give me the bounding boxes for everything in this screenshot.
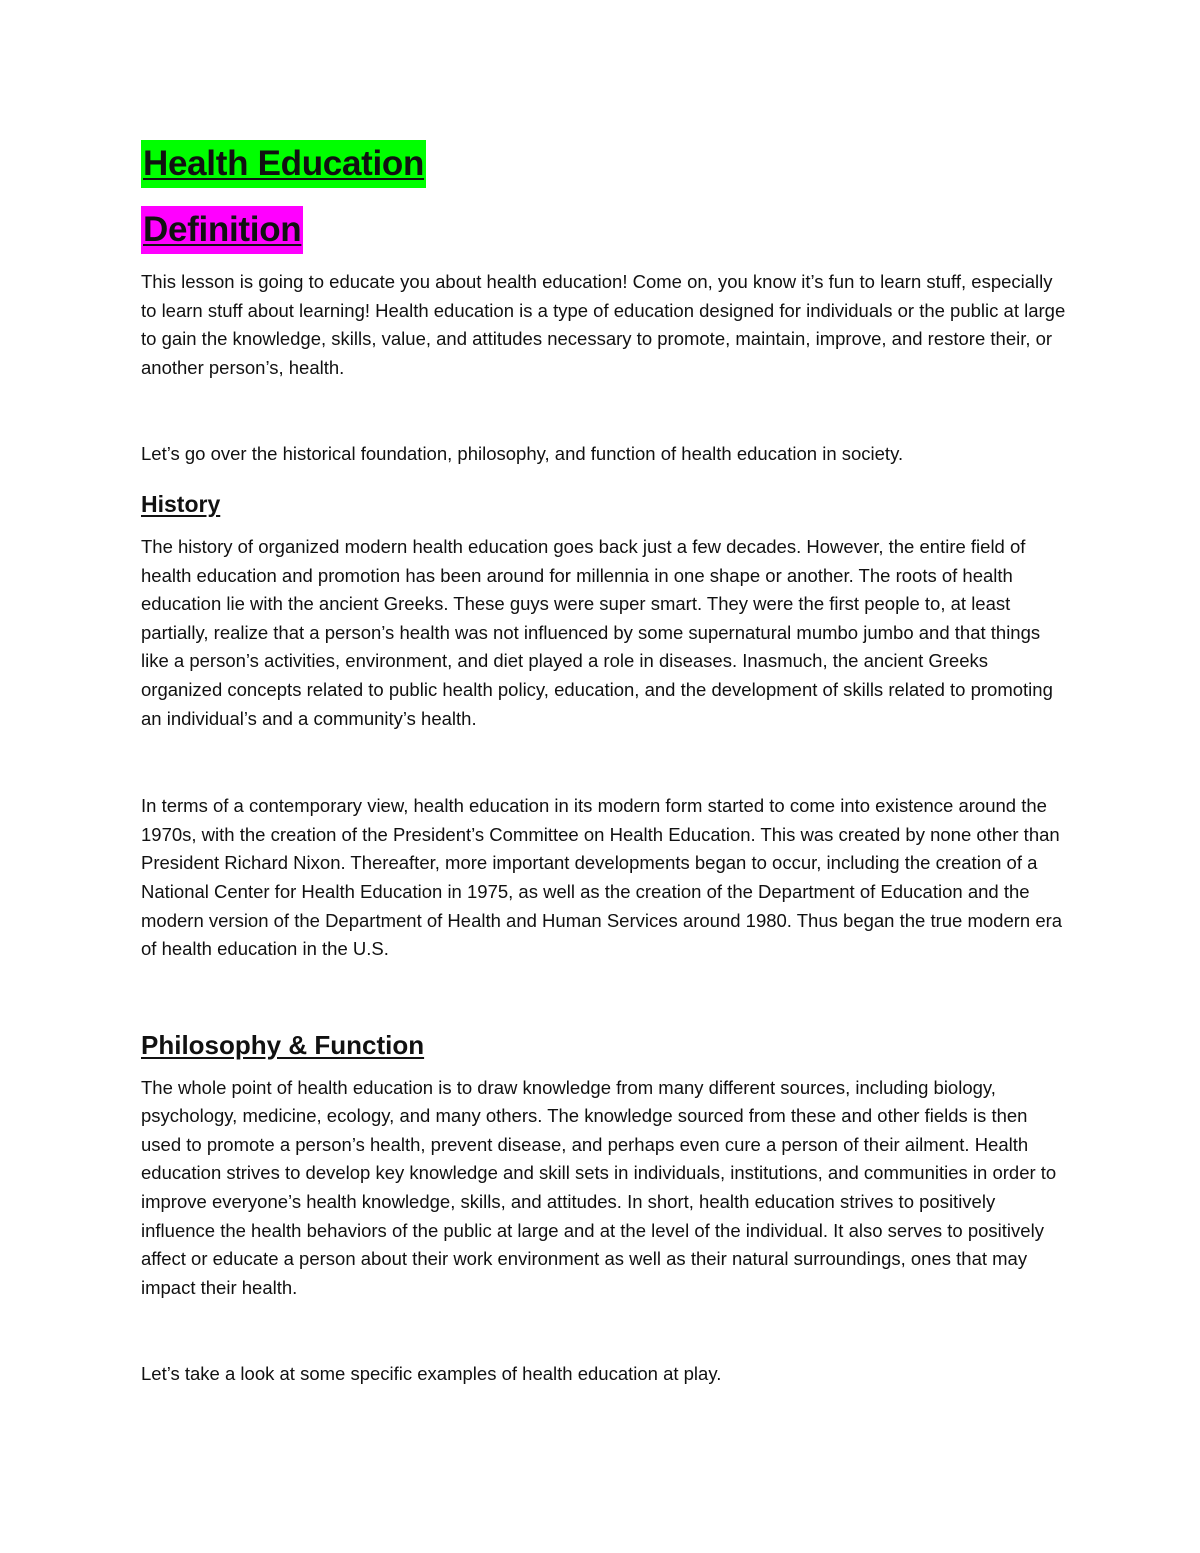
philosophy-heading: Philosophy & Function: [141, 1029, 425, 1060]
intro-line: Let’s go over the historical foundation, philosophy, and function of health education in society.: [141, 443, 904, 465]
document-title: Health Education: [141, 140, 426, 188]
history-heading: History: [141, 490, 221, 517]
history-paragraph-2: In terms of a contemporary view, health education in its modern form started to come into existence around the 1970s, with the creation of the President’s Committee on Health Education. This was created by none other than President Richard Nixon. Thereafter, more important developments began to occur, including the creation of a National Center for Health Education in 1975, as well as the creation of the Department of Education and the modern version of the Department of Health and Human Services around 1980. Thus began the true modern era of health education in the U.S.: [141, 795, 1063, 960]
definition-heading-wrap: [141, 206, 1066, 254]
definition-heading: Definition: [141, 206, 303, 254]
history-paragraph-1: The history of organized modern health education goes back just a few decades. However, the entire field of health education and promotion has been around for millennia in one shape or another. The roots of health education lie with the ancient Greeks. These guys were super smart. They were the first people to, at least partially, realize that a person’s health was not influenced by some supernatural mumbo jumbo and that things like a person’s activities, environment, and diet played a role in diseases. Inasmuch, the ancient Greeks organized concepts related to public health policy, education, and the development of skills related to promoting an individual’s and a community’s health.: [141, 535, 1053, 729]
title-wrap: [141, 140, 1066, 188]
definition-paragraph: This lesson is going to educate you about health education! Come on, you know it’s fun to learn stuff, especially to learn stuff about learning! Health education is a type of education designed for individuals or the public at large to gain the knowledge, skills, value, and attitudes necessary to promote, maintain, improve, and restore their, or another person’s, health.: [141, 271, 1066, 378]
closing-line: Let’s take a look at some specific examples of health education at play.: [141, 1363, 722, 1385]
philosophy-paragraph: The whole point of health education is to draw knowledge from many different sources, including biology, psychology, medicine, ecology, and many others. The knowledge sourced from these and other fields is then used to promote a person’s health, prevent disease, and perhaps even cure a person of their ailment. Health education strives to develop key knowledge and skill sets in individuals, institutions, and communities in order to improve everyone’s health knowledge, skills, and attitudes. In short, health education strives to positively influence the health behaviors of the public at large and at the level of the individual. It also serves to positively affect or educate a person about their work environment as well as their natural surroundings, ones that may impact their health.: [141, 1076, 1057, 1298]
document-body: [141, 140, 1066, 1389]
